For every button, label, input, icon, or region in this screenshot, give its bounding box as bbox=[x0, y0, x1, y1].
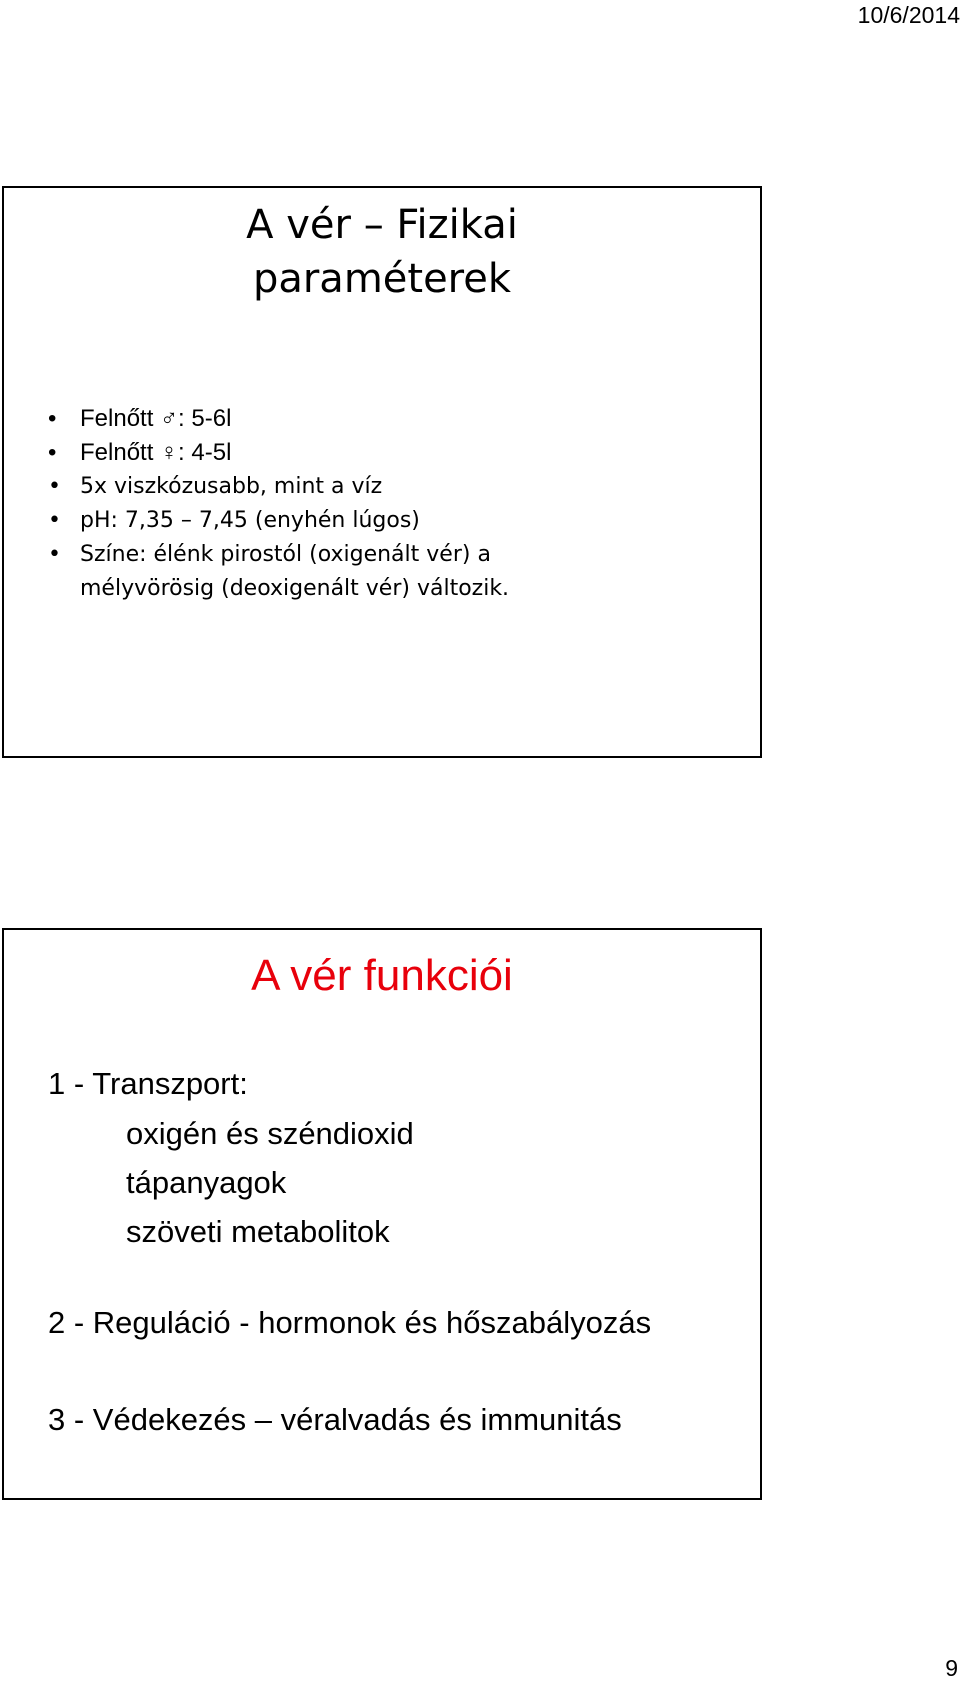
list-item bbox=[48, 504, 509, 538]
slide-blood-functions bbox=[2, 928, 762, 1500]
transport-item: szöveti metabolitok bbox=[126, 1214, 390, 1249]
slide-title bbox=[4, 198, 760, 306]
bullet-list bbox=[48, 402, 509, 606]
header-date: 10/6/2014 bbox=[857, 2, 960, 28]
bullet-text: Felnőtt ♂: 5-6l bbox=[80, 405, 232, 432]
function-regulation: 2 - Reguláció - hormonok és hőszabályozás bbox=[48, 1305, 652, 1340]
bullet-text: 5x viszkózusabb, mint a víz bbox=[80, 474, 383, 499]
slide-title-line-2: paraméterek bbox=[252, 256, 512, 302]
bullet-text-line-2: mélyvörösig (deoxigenált vér) változik. bbox=[80, 576, 510, 601]
slide-title: A vér funkciói bbox=[251, 951, 513, 1000]
bullet-text: pH: 7,35 – 7,45 (enyhén lúgos) bbox=[80, 508, 420, 533]
bullet-dot: • bbox=[48, 542, 61, 567]
list-item bbox=[48, 470, 509, 504]
function-transport: 1 - Transzport: bbox=[48, 1066, 248, 1101]
bullet-dot: • bbox=[48, 474, 61, 499]
list-item bbox=[48, 538, 509, 606]
page-number: 9 bbox=[945, 1655, 958, 1681]
slide-physical-parameters bbox=[2, 186, 762, 758]
bullet-text-line-1: Színe: élénk pirostól (oxigenált vér) a bbox=[80, 542, 491, 567]
bullet-dot: • bbox=[48, 508, 61, 533]
slide-title-line-1: A vér – Fizikai bbox=[246, 202, 518, 248]
list-item bbox=[48, 402, 509, 436]
function-defense: 3 - Védekezés – véralvadás és immunitás bbox=[48, 1402, 622, 1437]
bullet-dot: • bbox=[48, 405, 57, 432]
transport-item: oxigén és széndioxid bbox=[126, 1116, 414, 1151]
bullet-dot: • bbox=[48, 439, 57, 466]
list-item bbox=[48, 436, 509, 470]
bullet-text: Felnőtt ♀: 4-5l bbox=[80, 439, 232, 466]
bullet-text bbox=[80, 542, 509, 601]
transport-item: tápanyagok bbox=[126, 1165, 287, 1200]
